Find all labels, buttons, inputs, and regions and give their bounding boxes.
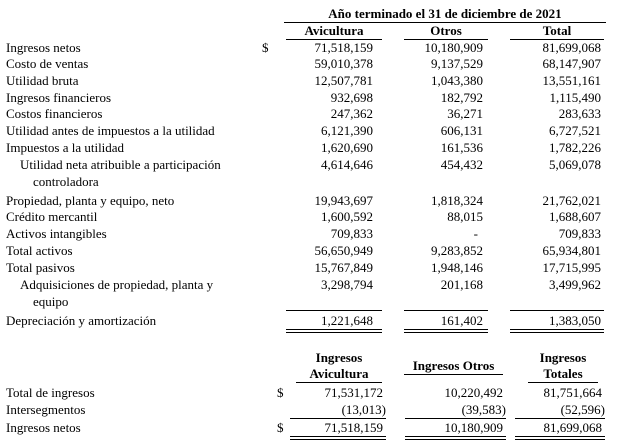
rev-cell-total: (52,596) xyxy=(560,402,605,417)
cell-otros: 161,402 xyxy=(440,313,483,328)
cell-otros: - xyxy=(473,226,478,241)
subtotal-rule xyxy=(286,310,382,311)
cell-avicultura: 1,600,592 xyxy=(321,209,373,224)
col-header-otros: Otros xyxy=(404,23,488,40)
cell-avicultura: 15,767,849 xyxy=(314,260,373,275)
total-double-rule xyxy=(510,329,604,333)
col-header-avicultura: Avicultura xyxy=(286,23,382,40)
cell-avicultura: 932,698 xyxy=(330,90,373,105)
rev-header-avicultura-line1: Ingresos xyxy=(315,350,363,365)
row-label: Activos intangibles xyxy=(6,226,107,241)
rev-subtotal-rule xyxy=(515,418,605,419)
rev-cell-total: 81,751,664 xyxy=(543,385,602,400)
cell-total: 68,147,907 xyxy=(542,56,601,71)
rev-currency-symbol: $ xyxy=(277,420,284,435)
cell-otros: 10,180,909 xyxy=(424,40,483,55)
cell-otros: 1,948,146 xyxy=(431,260,483,275)
cell-otros: 36,271 xyxy=(447,106,483,121)
cell-total: 709,833 xyxy=(558,226,601,241)
row-label-continuation: equipo xyxy=(33,294,69,309)
rev-cell-avicultura: 71,518,159 xyxy=(324,420,383,435)
cell-total: 21,762,021 xyxy=(542,193,601,208)
rev-header-otros: Ingresos Otros xyxy=(404,358,503,375)
cell-otros: 9,137,529 xyxy=(431,56,483,71)
cell-avicultura: 19,943,697 xyxy=(314,193,373,208)
cell-avicultura: 12,507,781 xyxy=(314,73,373,88)
rev-total-double-rule xyxy=(405,436,506,440)
cell-otros: 88,015 xyxy=(447,209,483,224)
cell-total: 1,688,607 xyxy=(549,209,601,224)
row-label: Impuestos a la utilidad xyxy=(6,140,125,155)
period-header: Año terminado el 31 de diciembre de 2021 xyxy=(284,6,606,23)
total-double-rule xyxy=(286,329,382,333)
cell-avicultura: 3,298,794 xyxy=(321,277,373,292)
currency-symbol: $ xyxy=(262,40,269,55)
cell-total: 283,633 xyxy=(558,106,601,121)
cell-otros: 161,536 xyxy=(440,140,483,155)
subtotal-rule xyxy=(510,310,604,311)
row-label: Depreciación y amortización xyxy=(6,313,157,328)
rev-subtotal-rule xyxy=(290,418,386,419)
cell-total: 81,699,068 xyxy=(542,40,601,55)
row-label: Utilidad bruta xyxy=(6,73,79,88)
cell-total: 17,715,995 xyxy=(542,260,601,275)
rev-total-double-rule xyxy=(290,436,386,440)
cell-otros: 9,283,852 xyxy=(431,243,483,258)
rev-cell-total: 81,699,068 xyxy=(543,420,602,435)
rev-header-total-line2: Totales xyxy=(528,366,598,383)
cell-total: 13,551,161 xyxy=(542,73,601,88)
cell-avicultura: 6,121,390 xyxy=(321,123,373,138)
row-label: Costo de ventas xyxy=(6,56,89,71)
cell-otros: 1,818,324 xyxy=(431,193,483,208)
cell-total: 5,069,078 xyxy=(549,157,601,172)
total-double-rule xyxy=(404,329,488,333)
rev-currency-symbol: $ xyxy=(277,385,284,400)
row-label: Total activos xyxy=(6,243,73,258)
subtotal-rule xyxy=(404,310,488,311)
cell-otros: 606,131 xyxy=(440,123,483,138)
cell-total: 65,934,801 xyxy=(542,243,601,258)
row-label: Propiedad, planta y equipo, neto xyxy=(6,193,175,208)
cell-otros: 1,043,380 xyxy=(431,73,483,88)
rev-total-double-rule xyxy=(515,436,605,440)
cell-total: 1,115,490 xyxy=(549,90,601,105)
rev-cell-otros: 10,220,492 xyxy=(444,385,503,400)
cell-avicultura: 1,221,648 xyxy=(321,313,373,328)
cell-avicultura: 4,614,646 xyxy=(321,157,373,172)
rev-header-total-line1: Ingresos xyxy=(539,350,587,365)
cell-total: 1,782,226 xyxy=(549,140,601,155)
col-header-total: Total xyxy=(510,23,604,40)
rev-header-avicultura-line2: Avicultura xyxy=(296,366,382,383)
row-label: Ingresos financieros xyxy=(6,90,112,105)
cell-otros: 182,792 xyxy=(440,90,483,105)
rev-cell-otros: 10,180,909 xyxy=(444,420,503,435)
rev-row-label: Intersegmentos xyxy=(6,402,86,417)
cell-otros: 454,432 xyxy=(440,157,483,172)
cell-total: 1,383,050 xyxy=(549,313,601,328)
cell-avicultura: 1,620,690 xyxy=(321,140,373,155)
rev-cell-otros: (39,583) xyxy=(461,402,506,417)
rev-row-label: Total de ingresos xyxy=(6,385,95,400)
rev-cell-avicultura: (13,013) xyxy=(341,402,386,417)
row-label: Ingresos netos xyxy=(6,40,81,55)
cell-avicultura: 71,518,159 xyxy=(314,40,373,55)
rev-row-label: Ingresos netos xyxy=(6,420,81,435)
rev-cell-avicultura: 71,531,172 xyxy=(324,385,383,400)
cell-total: 3,499,962 xyxy=(549,277,601,292)
row-label-continuation: controladora xyxy=(33,174,99,189)
cell-avicultura: 247,362 xyxy=(330,106,373,121)
cell-avicultura: 59,010,378 xyxy=(314,56,373,71)
row-label: Utilidad neta atribuible a participación xyxy=(20,157,221,172)
cell-avicultura: 56,650,949 xyxy=(314,243,373,258)
cell-avicultura: 709,833 xyxy=(330,226,373,241)
row-label: Utilidad antes de impuestos a la utilidad xyxy=(6,123,215,138)
row-label: Crédito mercantil xyxy=(6,209,98,224)
cell-total: 6,727,521 xyxy=(549,123,601,138)
row-label: Total pasivos xyxy=(6,260,75,275)
row-label: Costos financieros xyxy=(6,106,103,121)
row-label: Adquisiciones de propiedad, planta y xyxy=(20,277,214,292)
cell-otros: 201,168 xyxy=(440,277,483,292)
rev-subtotal-rule xyxy=(405,418,506,419)
